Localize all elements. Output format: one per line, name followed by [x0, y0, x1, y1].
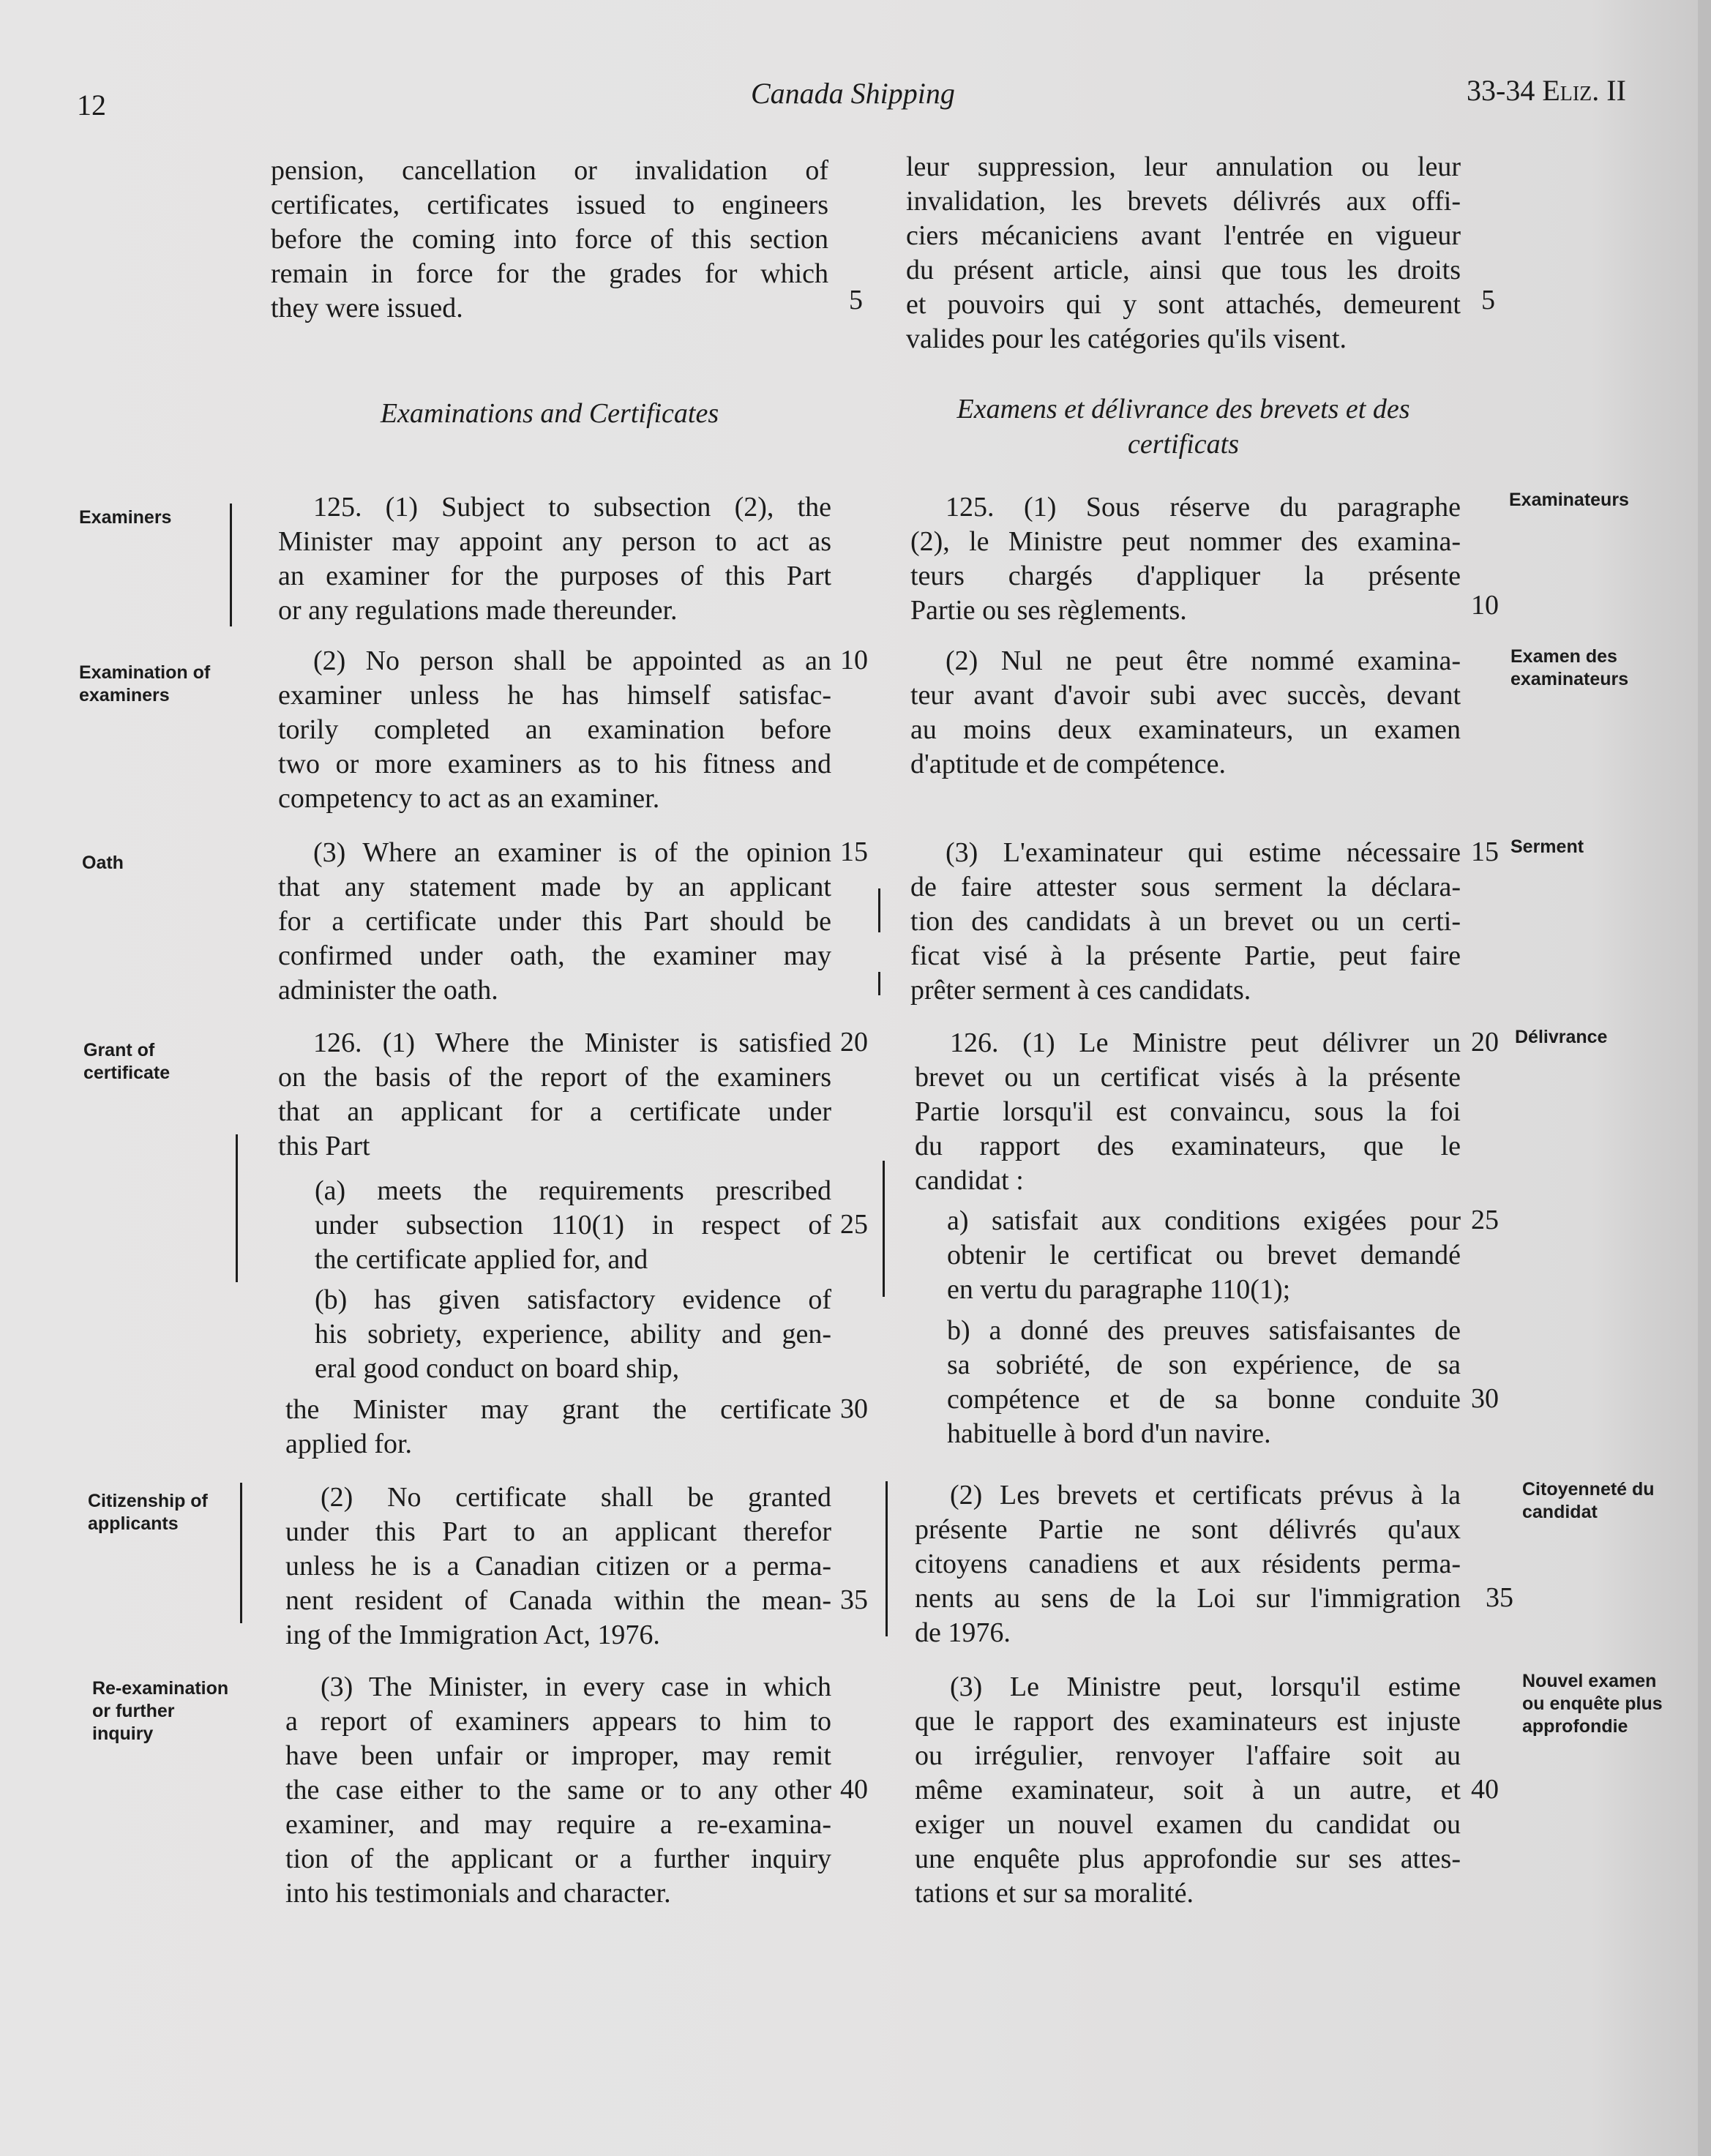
margin-note-examen-des-examinateurs [1510, 645, 1628, 691]
text-line: the certificate applied for, and [315, 1244, 648, 1275]
margin-note-citizenship [88, 1490, 208, 1535]
text-line: nent resident of Canada within the mean- [285, 1585, 831, 1616]
amendment-bar [886, 1481, 888, 1636]
text-line: (2) No certificate shall be granted [321, 1482, 831, 1513]
margin-note-examination-of-examiners [79, 662, 210, 707]
text-line: certificates, certificates issued to engineers [271, 190, 828, 220]
text-line: a report of examiners appears to him to [285, 1706, 831, 1737]
text-line: tion des candidats à un brevet ou un certi- [910, 906, 1461, 937]
text-line: (2) No person shall be appointed as an [313, 645, 831, 676]
text-line: examiner unless he has himself satisfac- [278, 680, 831, 711]
text-line: invalidation, les brevets délivrés aux offi- [906, 186, 1461, 217]
amendment-bar [230, 504, 232, 626]
text-line: pension, cancellation or invalidation of [271, 155, 828, 186]
amendment-bar [240, 1483, 242, 1623]
margin-note-nouvel-examen [1522, 1670, 1663, 1738]
page-number: 12 [77, 89, 106, 121]
text-line: (a) meets the requirements prescribed [315, 1175, 831, 1206]
text-line: valides pour les catégories qu'ils visent. [906, 323, 1347, 354]
english-intro [271, 154, 828, 326]
text-line: tations et sur sa moralité. [915, 1878, 1194, 1909]
text-line: b) a donné des preuves satisfaisantes de [947, 1315, 1461, 1346]
margin-line: or further [92, 1701, 175, 1721]
french-heading [906, 392, 1461, 462]
margin-note-examinateurs: Examinateurs [1509, 490, 1629, 510]
page-edge [1698, 0, 1711, 2156]
line-number: 15 [1471, 836, 1499, 867]
line-number: 25 [1471, 1205, 1499, 1235]
text-line: this Part [278, 1131, 370, 1161]
text-line: (3) The Minister, in every case in which [321, 1672, 831, 1702]
french-s125-3 [910, 836, 1461, 1008]
margin-line: certificate [83, 1063, 171, 1083]
text-line: 126. (1) Le Ministre peut délivrer un [950, 1028, 1461, 1058]
text-line: en vertu du paragraphe 110(1); [947, 1274, 1291, 1305]
margin-line: Examen des [1510, 646, 1617, 667]
margin-note-reexamination [92, 1677, 228, 1745]
text-line: 125. (1) Sous réserve du paragraphe [946, 492, 1461, 523]
text-line: or any regulations made thereunder. [278, 595, 678, 626]
line-number: 10 [1471, 590, 1499, 621]
text-line: citoyens canadiens et aux résidents perma- [915, 1549, 1461, 1579]
text-line: nents au sens de la Loi sur l'immigration [915, 1583, 1461, 1614]
line-number: 20 [1471, 1027, 1499, 1058]
text-line: under subsection 110(1) in respect of [315, 1210, 831, 1240]
french-s126-2 [915, 1478, 1461, 1650]
text-line: have been unfair or improper, may remit [285, 1740, 831, 1771]
text-line: même examinateur, soit à un autre, et [915, 1775, 1461, 1805]
margin-note-oath: Oath [82, 853, 124, 873]
text-line: (2) Nul ne peut être nommé examina- [946, 645, 1461, 676]
line-number: 10 [840, 645, 868, 675]
margin-note-citoyennete [1522, 1478, 1655, 1524]
text-line: brevet ou un certificat visés à la présente [915, 1062, 1461, 1093]
text-line: before the coming into force of this section [271, 224, 828, 255]
text-line: leur suppression, leur annulation ou leur [906, 151, 1461, 182]
margin-line: examinateurs [1510, 669, 1629, 689]
line-number: 30 [1471, 1383, 1499, 1414]
margin-note-delivrance: Délivrance [1515, 1027, 1608, 1047]
text-line: confirmed under oath, the examiner may [278, 940, 831, 971]
margin-note-grant-of-certificate [83, 1039, 170, 1085]
margin-line: Re-examination [92, 1678, 229, 1699]
text-line: competency to act as an examiner. [278, 783, 660, 814]
text-line: (b) has given satisfactory evidence of [315, 1284, 831, 1315]
text-line: compétence et de sa bonne conduite [947, 1384, 1461, 1415]
line-number: 35 [1486, 1582, 1513, 1613]
text-line: (3) Where an examiner is of the opinion [313, 837, 831, 868]
heading-line: certificats [1128, 429, 1239, 460]
amendment-bar [878, 888, 880, 932]
margin-line: Grant of [83, 1040, 155, 1060]
text-line: ciers mécaniciens avant l'entrée en vigueur [906, 220, 1461, 251]
line-number: 15 [840, 836, 868, 867]
text-line: au moins deux examinateurs, un examen [910, 714, 1461, 745]
text-line: habituelle à bord d'un navire. [947, 1418, 1271, 1449]
english-s125-3 [278, 836, 831, 1008]
text-line: his sobriety, experience, ability and gen- [315, 1319, 831, 1350]
amendment-bar [883, 1161, 885, 1297]
french-s126-3 [915, 1670, 1461, 1911]
text-line: that an applicant for a certificate under [278, 1096, 831, 1127]
text-line: obtenir le certificat ou brevet demandé [947, 1240, 1461, 1270]
text-line: Minister may appoint any person to act as [278, 526, 831, 557]
margin-line: approfondie [1522, 1716, 1628, 1737]
text-line: the Minister may grant the certificate [285, 1394, 831, 1425]
text-line: présente Partie ne sont délivrés qu'aux [915, 1514, 1461, 1545]
text-line: (3) L'examinateur qui estime nécessaire [946, 837, 1461, 868]
text-line: examiner, and may require a re-examina- [285, 1809, 831, 1840]
french-s125-1 [910, 490, 1461, 628]
french-intro [906, 150, 1461, 356]
english-s125-1 [278, 490, 831, 628]
text-line: que le rapport des examinateurs est injuste [915, 1706, 1461, 1737]
english-s126-1 [278, 1026, 831, 1164]
text-line: et pouvoirs qui y sont attachés, demeurent [906, 289, 1461, 320]
text-line: (3) Le Ministre peut, lorsqu'il estime [950, 1672, 1461, 1702]
french-s126-1 [915, 1026, 1461, 1198]
text-line: a) satisfait aux conditions exigées pour [947, 1205, 1461, 1236]
text-line: ficat visé à la présente Partie, peut faire [910, 940, 1461, 971]
text-line: du rapport des examinateurs, que le [915, 1131, 1461, 1161]
english-s126-1a [315, 1174, 831, 1277]
text-line: (2), le Ministre peut nommer des examina- [910, 526, 1461, 557]
text-line: torily completed an examination before [278, 714, 831, 745]
line-number: 40 [1471, 1774, 1499, 1805]
margin-line: applicants [88, 1513, 179, 1534]
text-line: they were issued. [271, 293, 463, 323]
text-line: Partie ou ses règlements. [910, 595, 1187, 626]
line-number: 20 [840, 1027, 868, 1058]
text-line: that any statement made by an applicant [278, 872, 831, 902]
text-line: Partie lorsqu'il est convaincu, sous la foi [915, 1096, 1461, 1127]
margin-line: Citoyenneté du [1522, 1479, 1655, 1500]
text-line: ou irrégulier, renvoyer l'affaire soit au [915, 1740, 1461, 1771]
text-line: prêter serment à ces candidats. [910, 975, 1251, 1006]
text-line: de 1976. [915, 1617, 1011, 1648]
margin-note-examiners: Examiners [79, 507, 172, 528]
line-number: 35 [840, 1584, 868, 1615]
text-line: on the basis of the report of the examiners [278, 1062, 831, 1093]
french-s126-1a [947, 1204, 1461, 1307]
regnal-year: 33-34 Eliz. II [1467, 74, 1626, 107]
line-number: 5 [1481, 285, 1495, 315]
text-line: ing of the Immigration Act, 1976. [285, 1620, 660, 1650]
text-line: une enquête plus approfondie sur ses attes- [915, 1844, 1461, 1874]
text-line: an examiner for the purposes of this Part [278, 561, 831, 591]
text-line: teurs chargés d'appliquer la présente [910, 561, 1461, 591]
text-line: remain in force for the grades for which [271, 258, 828, 289]
text-line: (2) Les brevets et certificats prévus à la [950, 1480, 1461, 1511]
text-line: 125. (1) Subject to subsection (2), the [313, 492, 831, 523]
text-line: sa sobriété, de son expérience, de sa [947, 1350, 1461, 1380]
text-line: eral good conduct on board ship, [315, 1353, 680, 1384]
line-number: 30 [840, 1393, 868, 1424]
english-s126-2 [285, 1481, 831, 1652]
margin-line: examiners [79, 685, 170, 705]
english-s126-1b [315, 1283, 831, 1386]
margin-line: inquiry [92, 1723, 154, 1744]
running-title: Canada Shipping [751, 77, 955, 110]
line-number: 5 [849, 285, 863, 315]
french-s126-1b [947, 1314, 1461, 1451]
text-line: du présent article, ainsi que tous les droits [906, 255, 1461, 285]
margin-line: Examination of [79, 662, 211, 683]
english-s126-3 [285, 1670, 831, 1911]
amendment-bar [878, 972, 880, 995]
text-line: exiger un nouvel examen du candidat ou [915, 1809, 1461, 1840]
line-number: 40 [840, 1774, 868, 1805]
margin-line: Citizenship of [88, 1491, 208, 1511]
text-line: the case either to the same or to any other [285, 1775, 831, 1805]
text-line: for a certificate under this Part should be [278, 906, 831, 937]
text-line: administer the oath. [278, 975, 498, 1006]
line-number: 25 [840, 1209, 868, 1240]
margin-note-serment: Serment [1510, 836, 1584, 857]
margin-line: Nouvel examen [1522, 1671, 1657, 1691]
text-line: applied for. [285, 1429, 413, 1459]
amendment-bar [236, 1134, 238, 1282]
heading-line: Examens et délivrance des brevets et des [956, 394, 1410, 424]
text-line: d'aptitude et de compétence. [910, 749, 1226, 779]
text-line: 126. (1) Where the Minister is satisfied [313, 1028, 831, 1058]
margin-line: candidat [1522, 1502, 1598, 1522]
english-s126-1-close [285, 1393, 831, 1461]
text-line: unless he is a Canadian citizen or a perma- [285, 1551, 831, 1582]
text-line: tion of the applicant or a further inquiry [285, 1844, 831, 1874]
margin-line: ou enquête plus [1522, 1693, 1663, 1714]
text-line: candidat : [915, 1165, 1024, 1196]
text-line: under this Part to an applicant therefor [285, 1516, 831, 1547]
text-line: two or more examiners as to his fitness and [278, 749, 831, 779]
english-s125-2 [278, 644, 831, 816]
text-line: into his testimonials and character. [285, 1878, 671, 1909]
text-line: de faire attester sous serment la déclara- [910, 872, 1461, 902]
text-line: teur avant d'avoir subi avec succès, devant [910, 680, 1461, 711]
english-heading: Examinations and Certificates [380, 398, 719, 429]
french-s125-2 [910, 644, 1461, 782]
